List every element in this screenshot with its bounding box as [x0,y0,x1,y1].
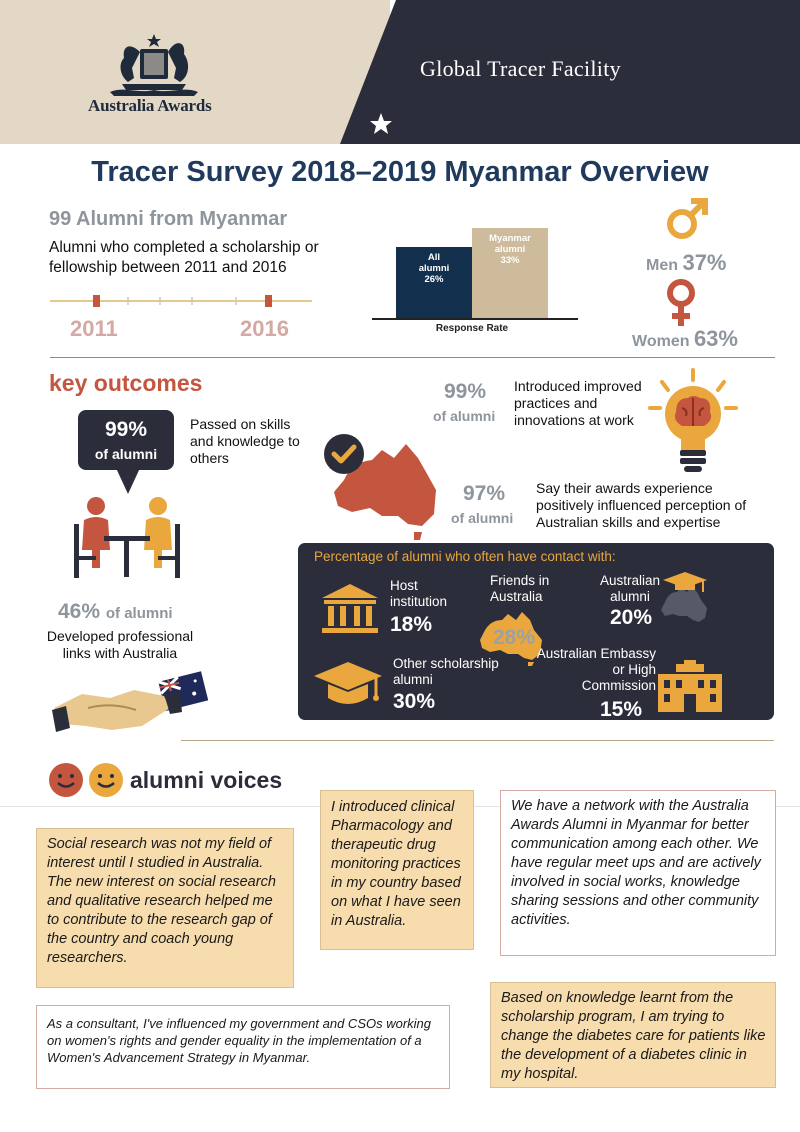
perception-text: Say their awards experience positively influenced perception of Australian skills and expertise [536,480,747,530]
handshake-icon [52,668,208,736]
section-divider [50,357,775,358]
contact-host-label: Host institution [390,578,448,609]
brand-name: Australia Awards [88,96,212,115]
speech-bubble-tail [116,468,140,494]
skills-text: Passed on skills and knowledge to others [190,416,300,466]
quote-social-research: Social research was not my field of interest until I studied in Australia. The new interest on social research and qualitative research helped me to contribute to the research gap of the country and coach young researchers. [36,828,294,988]
links-text: Developed professional links with Australia [46,628,194,661]
contact-host-value: 18% [390,613,433,636]
response-label-myanmar: Myanmar alumni 33% [489,233,531,266]
australia-graduation-icon [655,568,715,626]
links-value: 46% of alumni [58,600,173,623]
women-stat: Women 63% [632,326,738,351]
response-axis [372,318,578,320]
contact-scholarship-value: 30% [393,690,436,713]
contact-friends-label: Friends in Australia [490,573,550,604]
year-end: 2016 [240,316,289,341]
contact-alumni-label: Australian alumni [599,573,661,604]
practices-text: Introduced improved practices and innovations at work [514,378,642,428]
quote-pharmacology: I introduced clinical Pharmacology and therapeutic drug monitoring practices in my country based on what I have seen in Australia. [320,790,474,950]
quote-alumni-network: We have a network with the Australia Awards Alumni in Myanmar for better communication among each other. We have regular meet ups and are actively involved in social works, knowledge sharing sessions and other community activities. [500,790,776,956]
skills-unit: of alumni [94,446,158,462]
timeline [50,292,312,310]
response-label-all: All alumni 26% [418,252,450,285]
men-stat: Men 37% [646,250,727,275]
timeline-marker-start [93,295,100,307]
perception-unit: of alumni [451,510,514,526]
contact-scholarship-label: Other scholarship alumni [393,656,499,687]
australia-map-check-icon [322,432,456,542]
contact-embassy-value: 15% [600,698,643,721]
skills-value: 99% [104,418,148,441]
practices-value: 99% [444,380,487,403]
page-title: Tracer Survey 2018–2019 Myanmar Overview [91,156,709,188]
male-symbol-icon [664,196,710,242]
contact-friends-value: 28% [493,626,536,649]
key-outcomes-heading: key outcomes [49,370,203,396]
contact-alumni-value: 20% [610,606,653,629]
year-start: 2011 [70,316,118,341]
female-symbol-icon [662,278,700,328]
response-rate-chart [372,220,578,320]
contact-embassy-label: Australian Embassy or High Commission [536,646,656,693]
embassy-building-icon [656,660,724,714]
alumni-count: 99 Alumni from Myanmar [49,208,288,230]
alumni-description: Alumni who completed a scholarship or fellowship between 2011 and 2016 [49,239,319,276]
quote-diabetes-clinic: Based on knowledge learnt from the scholarship program, I am trying to change the diabetes care for patients like the development of a diabetes clinic in my hospital. [490,982,776,1088]
lightbulb-brain-icon [648,368,738,474]
practices-unit: of alumni [433,408,496,424]
meeting-people-icon [74,494,180,580]
perception-value: 97% [463,482,506,505]
contact-panel-title: Percentage of alumni who often have contact with: [314,549,616,564]
response-rate-label: Response Rate [435,323,509,334]
institution-building-icon [320,582,380,634]
smiley-faces-icon [48,762,126,798]
australian-coat-of-arms-icon [104,32,204,98]
alumni-voices-heading: alumni voices [130,767,283,793]
quote-consultant: As a consultant, I've influenced my government and CSOs working on women's rights and gender equality in the implementation of a Women's Advancement Strategy in Myanmar. [36,1005,450,1089]
timeline-marker-end [265,295,272,307]
facility-title: Global Tracer Facility [420,56,621,81]
graduation-cap-icon [312,658,384,710]
voices-divider [181,740,774,741]
